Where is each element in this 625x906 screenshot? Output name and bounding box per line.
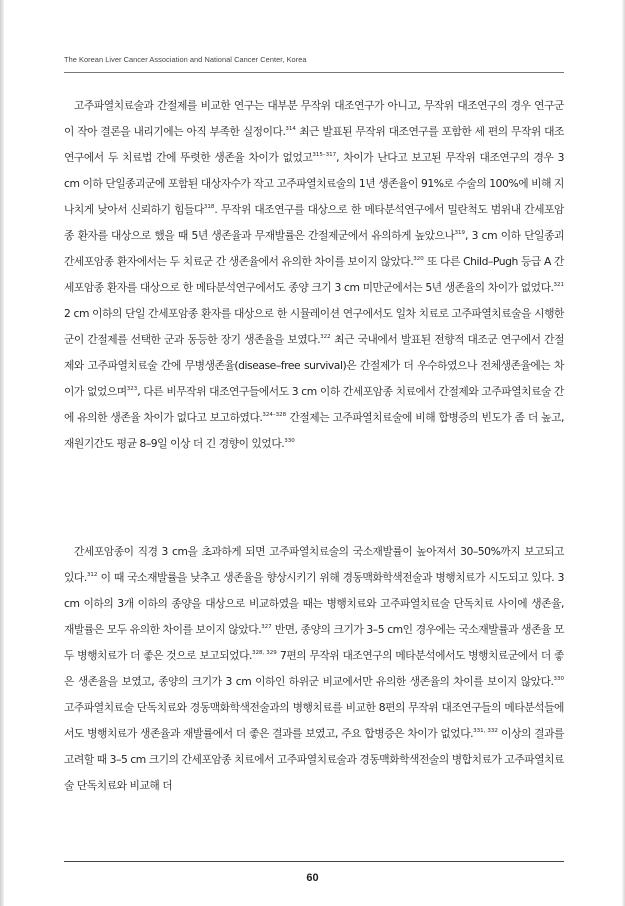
citation-superscript: 330 [553, 676, 564, 682]
citation-superscript: 312 [86, 572, 98, 578]
body-text-block-2 [64, 539, 564, 799]
citation-superscript: 328, 329 [251, 650, 277, 656]
text-run: 또 다른 Child–Pugh 등급 A 간세포암종 환자를 대상으로 한 메타분석연구에서도 종양 크기 3 cm 미만군에서는 5년 생존율의 차이가 없었다. [64, 255, 564, 294]
citation-superscript: 327 [261, 624, 272, 630]
text-run: 최근 발표된 무작위 대조연구를 포함한 세 편의 무작위 대조연구에서 두 치료법 간에 뚜렷한 생존율 차이가 없었고 [64, 125, 564, 164]
citation-superscript: 324–328 [262, 412, 287, 418]
citation-superscript: 331, 332 [473, 728, 498, 734]
paragraph [64, 93, 564, 457]
citation-superscript: 330 [284, 438, 295, 444]
body-text-block-1 [64, 93, 564, 457]
text-run: 간세포암종이 직경 3 cm을 초과하게 되면 고주파열치료술의 국소재발률이 높아져서 30–50%까지 보고되고 있다. [64, 545, 564, 584]
text-run: , 차이가 난다고 보고된 무작위 대조연구의 경우 3 cm 이하 단일종괴군에 포함된 대상자수가 작고 고주파열치료술의 1년 생존율이 91%로 수술의 100%에 비해 지나치게 낮아서 신뢰하기 힘들다 [64, 151, 564, 216]
footer-divider [64, 861, 564, 862]
citation-superscript: 321 [553, 282, 564, 288]
citation-superscript: 323 [126, 386, 138, 392]
citation-superscript: 320 [413, 256, 424, 262]
citation-superscript: 319 [454, 230, 465, 236]
text-run: 이상의 결과를 고려할 때 3–5 cm 크기의 간세포암종 치료에서 고주파열치료술과 경동맥화학색전술의 병합치료가 고주파열치료술 단독치료와 비교해 더 [64, 727, 564, 792]
running-header: The Korean Liver Cancer Association and National Cancer Center, Korea [64, 55, 307, 64]
citation-superscript: 315–317 [312, 152, 337, 158]
text-run: . 무작위 대조연구를 대상으로 한 메타분석연구에서 밀란척도 범위내 간세포암종 환자를 대상으로 했을 때 5년 생존율과 무재발률은 간절제군에서 유의하게 높았으나 [64, 203, 564, 242]
text-run: 간절제는 고주파열치료술에 비해 합병증의 빈도가 좀 더 높고, 재원기간도 평균 8–9일 이상 더 긴 경향이 있었다. [64, 411, 564, 450]
text-run: 고주파열치료술과 간절제를 비교한 연구는 대부분 무작위 대조연구가 아니고, 무작위 대조연구의 경우 연구군이 작아 결론을 내리기에는 아직 부족한 실정이다. [64, 99, 564, 138]
text-run: 최근 국내에서 발표된 전향적 대조군 연구에서 간절제와 고주파열치료술 간에 무병생존율(disease–free survival)은 간절제가 더 우수하였으나 전체생존율에는 차이가 없었으며 [64, 333, 564, 398]
citation-superscript: 322 [320, 334, 331, 340]
text-run: 2 cm 이하의 단일 간세포암종 환자를 대상으로 한 시뮬레이션 연구에서도 일차 치료로 고주파열치료술을 시행한 군이 간절제를 선택한 군과 동등한 장기 생존율을 보였다. [64, 307, 564, 346]
paragraph [64, 539, 564, 799]
text-run: 반면, 종양의 크기가 3–5 cm인 경우에는 국소재발률과 생존율 모두 병행치료가 더 좋은 것으로 보고되었다. [64, 623, 564, 662]
header-divider [64, 72, 564, 73]
page-number: 60 [306, 872, 319, 884]
page-edge-shadow [0, 0, 4, 906]
text-run: 7편의 무작위 대조연구의 메타분석에서도 병행치료군에서 더 좋은 생존율을 보였고, 종양의 크기가 3 cm 이하인 하위군 비교에서만 유의한 생존율의 차이를 보이지 않았다. [64, 649, 564, 688]
citation-superscript: 314 [285, 126, 296, 132]
text-run: 고주파열치료술 단독치료와 경동맥화학색전술과의 병행치료를 비교한 8편의 무작위 대조연구들의 메타분석들에서도 병행치료가 생존율과 재발률에서 더 좋은 결과를 보였고, 주요 합병증은 차이가 없었다. [64, 701, 564, 740]
text-run: , 다른 비무작위 대조연구들에서도 3 cm 이하 간세포암종 치료에서 간절제와 고주파열치료술 간에 유의한 생존율 차이가 없다고 보고하였다. [64, 385, 564, 424]
text-run: , 3 cm 이하 단일종괴 간세포암종 환자에서는 두 치료군 간 생존율에서 유의한 차이를 보이지 않았다. [64, 229, 564, 268]
citation-superscript: 318 [203, 204, 215, 210]
text-run: 이 때 국소재발률을 낮추고 생존율을 향상시키기 위해 경동맥화학색전술과 병행치료가 시도되고 있다. 3 cm 이하의 3개 이하의 종양을 대상으로 비교하였을 때는 병행치료와 고주파열치료술 단독치료 사이에 생존율, 재발률은 모두 유의한 차이를 보이지 않았다. [64, 571, 564, 636]
